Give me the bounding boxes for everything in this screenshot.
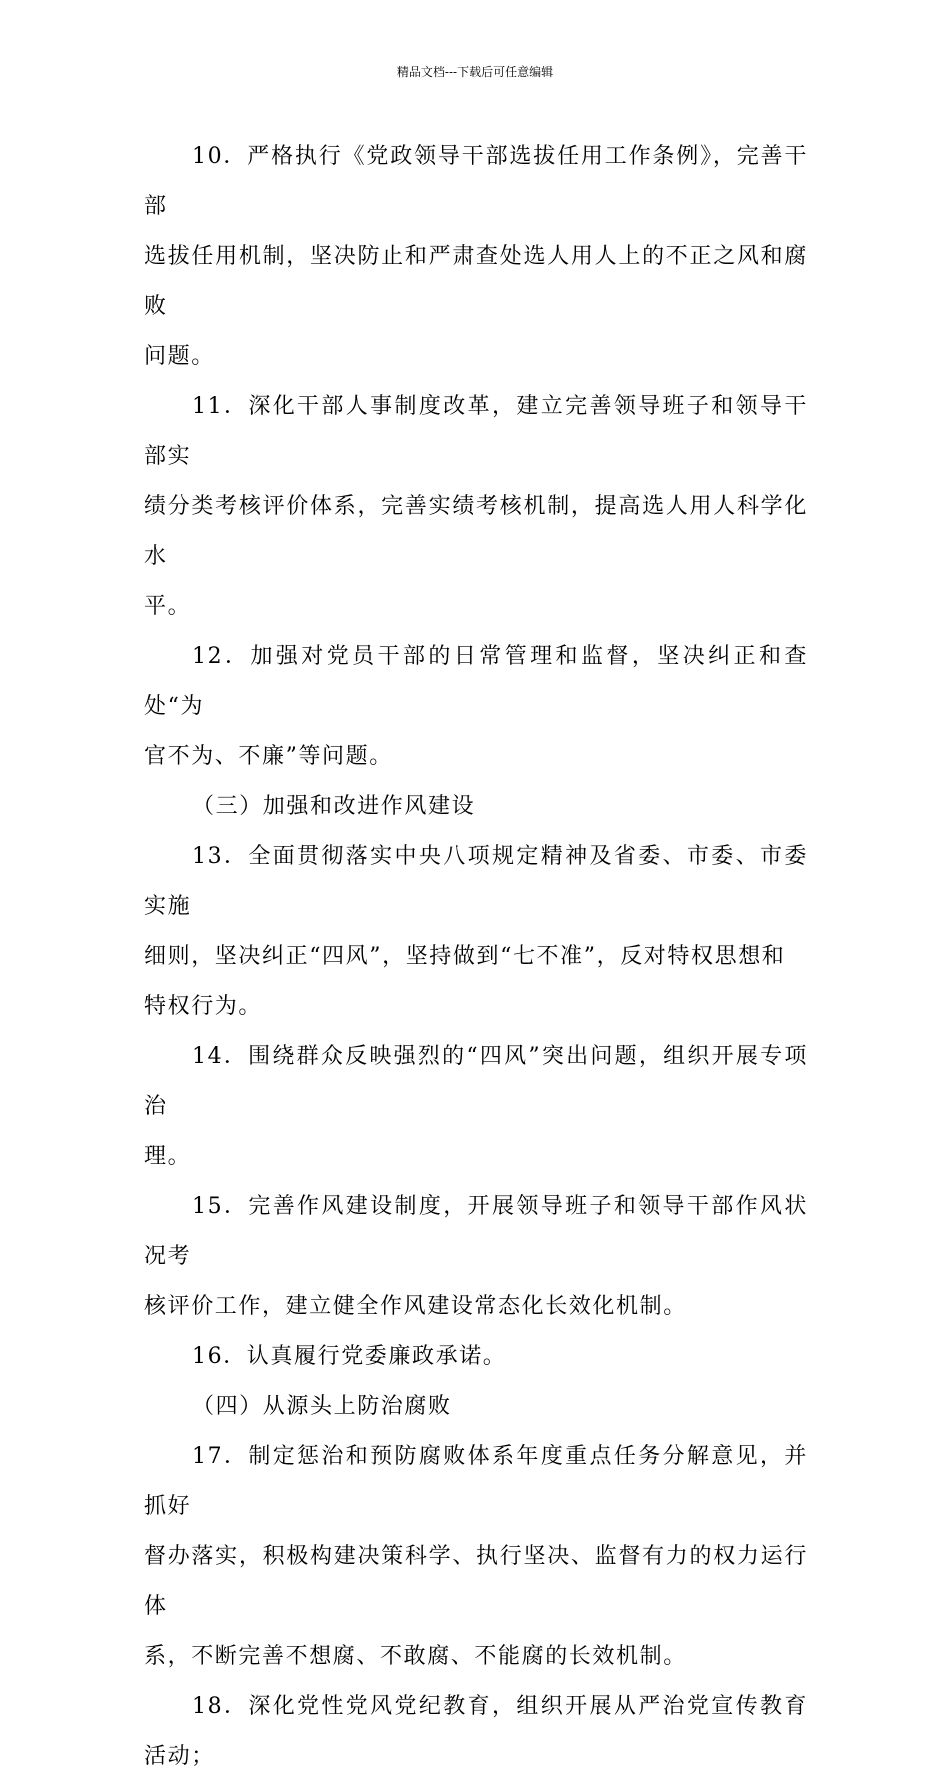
paragraph-14 xyxy=(144,1032,808,1182)
text-line: 14．围绕群众反映强烈的“四风”突出问题，组织开展专项治 xyxy=(144,1044,808,1119)
text-line: （四）从源头上防治腐败 xyxy=(192,1394,452,1419)
paragraph-16 xyxy=(144,1332,808,1382)
text-line: 18．深化党性党风党纪教育，组织开展从严治党宣传教育活动； xyxy=(144,1694,808,1769)
paragraph-17 xyxy=(144,1432,808,1682)
text-line: 绩分类考核评价体系，完善实绩考核机制，提高选人用人科学化水 xyxy=(144,494,808,569)
paragraph-12 xyxy=(144,632,808,782)
text-line: 13．全面贯彻落实中央八项规定精神及省委、市委、市委实施 xyxy=(144,844,808,919)
text-line: 理。 xyxy=(144,1144,192,1169)
text-line: 官不为、不廉”等问题。 xyxy=(144,744,393,769)
paragraph-10 xyxy=(144,132,808,382)
paragraph-11 xyxy=(144,382,808,632)
text-line: 17．制定惩治和预防腐败体系年度重点任务分解意见，并抓好 xyxy=(144,1444,808,1519)
text-line: 10．严格执行《党政领导干部选拔任用工作条例》，完善干部 xyxy=(144,144,808,219)
text-line: 平。 xyxy=(144,594,192,619)
paragraph-15 xyxy=(144,1182,808,1332)
text-line: 选拔任用机制，坚决防止和严肃查处选人用人上的不正之风和腐败 xyxy=(144,244,808,319)
section-heading-4 xyxy=(144,1382,808,1432)
page-header: 精品文档---下载后可任意编辑 xyxy=(396,65,554,79)
text-line: （三）加强和改进作风建设 xyxy=(192,794,476,819)
text-line: 督办落实，积极构建决策科学、执行坚决、监督有力的权力运行体 xyxy=(144,1544,808,1619)
document-body xyxy=(144,132,808,1782)
text-line: 问题。 xyxy=(144,344,215,369)
text-line: 15．完善作风建设制度，开展领导班子和领导干部作风状况考 xyxy=(144,1194,808,1269)
text-line: 核评价工作，建立健全作风建设常态化长效化机制。 xyxy=(144,1294,687,1319)
text-line: 16．认真履行党委廉政承诺。 xyxy=(192,1344,507,1369)
text-line: 特权行为。 xyxy=(144,994,263,1019)
text-line: 系，不断完善不想腐、不敢腐、不能腐的长效机制。 xyxy=(144,1644,687,1669)
text-line: 11．深化干部人事制度改革，建立完善领导班子和领导干部实 xyxy=(144,394,808,469)
text-line: 细则，坚决纠正“四风”，坚持做到“七不准”，反对特权思想和 xyxy=(144,944,786,969)
paragraph-18 xyxy=(144,1682,808,1782)
paragraph-13 xyxy=(144,832,808,1032)
section-heading-3 xyxy=(144,782,808,832)
text-line: 12．加强对党员干部的日常管理和监督，坚决纠正和查处“为 xyxy=(144,644,808,719)
